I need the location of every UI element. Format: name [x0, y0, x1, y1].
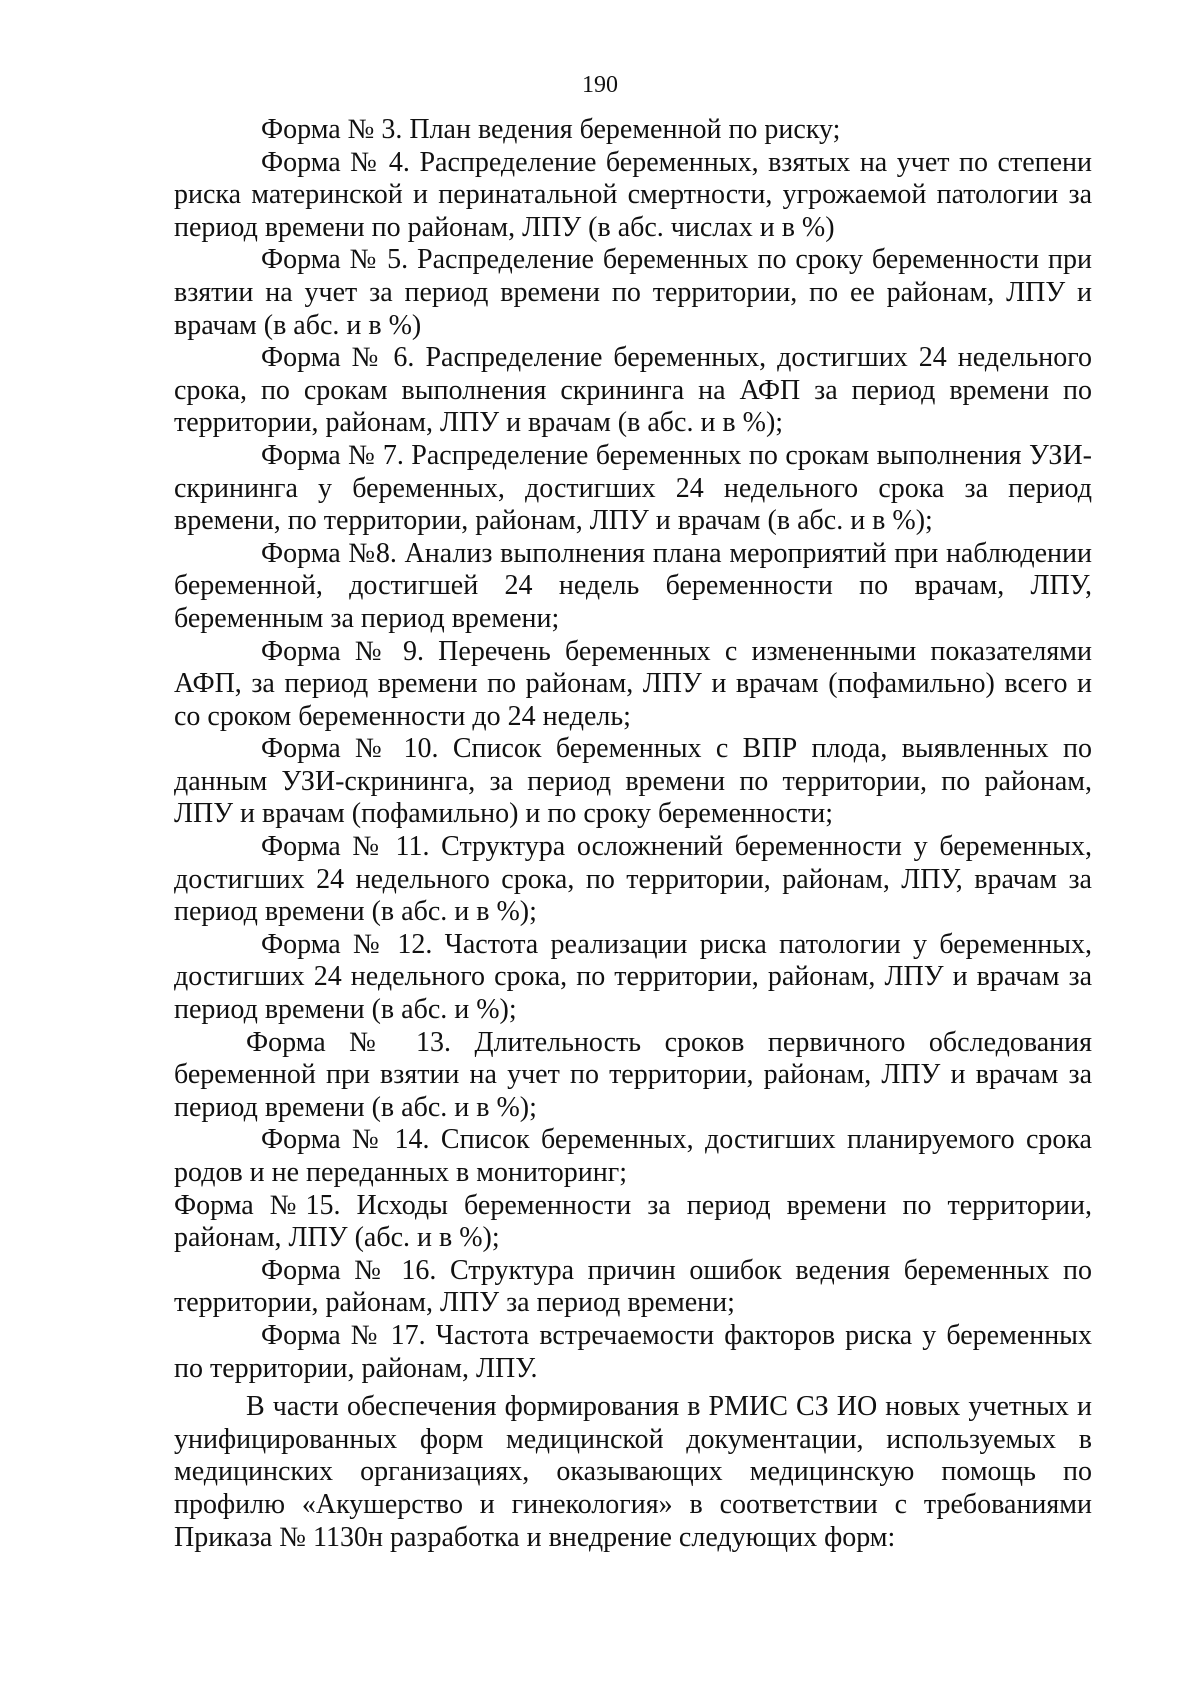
page-number: 190	[582, 72, 618, 98]
paragraph-form-5: Форма № 5. Распределение беременных по сроку беременности при взятии на учет за период времени по территории, по ее районам, ЛПУ и врачам (в абс. и в %)	[174, 244, 1092, 341]
paragraph-form-16: Форма № 16. Структура причин ошибок ведения беременных по территории, районам, ЛПУ за период времени;	[174, 1254, 1092, 1319]
paragraph-form-9: Форма № 9. Перечень беременных с измененными показателями АФП, за период времени по районам, ЛПУ и врачам (пофамильно) всего и со сроком беременности до 24 недель;	[174, 635, 1092, 732]
paragraph-form-8: Форма №8. Анализ выполнения плана мероприятий при наблюдении беременной, достигшей 24 недель беременности по врачам, ЛПУ, беременным за период времени;	[174, 537, 1092, 634]
paragraph-form-11: Форма № 11. Структура осложнений беременности у беременных, достигших 24 недельного срока, по территории, районам, ЛПУ, врачам за период времени (в абс. и в %);	[174, 831, 1092, 928]
document-body	[174, 114, 1092, 1554]
paragraph-form-12: Форма № 12. Частота реализации риска патологии у беременных, достигших 24 недельного срока, по территории, районам, ЛПУ и врачам за период времени (в абс. и %);	[174, 928, 1092, 1026]
paragraph-form-15: Форма №15. Исходы беременности за период времени по территории, районам, ЛПУ (абс. и в %);	[174, 1189, 1092, 1254]
paragraph-form-6: Форма № 6. Распределение беременных, достигших 24 недельного срока, по срокам выполнения скрининга на АФП за период времени по территории, районам, ЛПУ и врачам (в абс. и в %);	[174, 342, 1092, 439]
paragraph-form-13: Форма № 13. Длительность сроков первичного обследования беременной при взятии на учет по территории, районам, ЛПУ и врачам за период времени (в абс. и в %);	[174, 1026, 1092, 1123]
paragraph-form-14: Форма № 14. Список беременных, достигших планируемого срока родов и не переданных в мониторинг;	[174, 1124, 1092, 1188]
paragraph-form-4: Форма № 4. Распределение беременных, взятых на учет по степени риска материнской и перинатальной смертности, угрожаемой патологии за период времени по районам, ЛПУ (в абс. числах и в %)	[174, 146, 1092, 243]
paragraph-form-7: Форма № 7. Распределение беременных по срокам выполнения УЗИ-скрининга у беременных, достигших 24 недельного срока за период времени, по территории, районам, ЛПУ и врачам (в абс. и в %);	[174, 439, 1092, 537]
paragraph-form-10: Форма № 10. Список беременных с ВПР плода, выявленных по данным УЗИ-скрининга, за период времени по территории, по районам, ЛПУ и врачам (пофамильно) и по сроку беременности;	[174, 733, 1092, 830]
paragraph-form-17: Форма № 17. Частота встречаемости факторов риска у беременных по территории, районам, ЛПУ.	[174, 1319, 1092, 1384]
paragraph-form-3: Форма № 3. План ведения беременной по риску;	[261, 114, 841, 145]
paragraph-rmis-forms: В части обеспечения формирования в РМИС СЗ ИО новых учетных и унифицированных форм медицинской документации, используемых в медицинских организациях, оказывающих медицинскую помощь по профилю «Акушерство и гинекология» в соответствии с требованиями Приказа № 1130н разработка и внедрение следующих форм:	[174, 1391, 1092, 1553]
